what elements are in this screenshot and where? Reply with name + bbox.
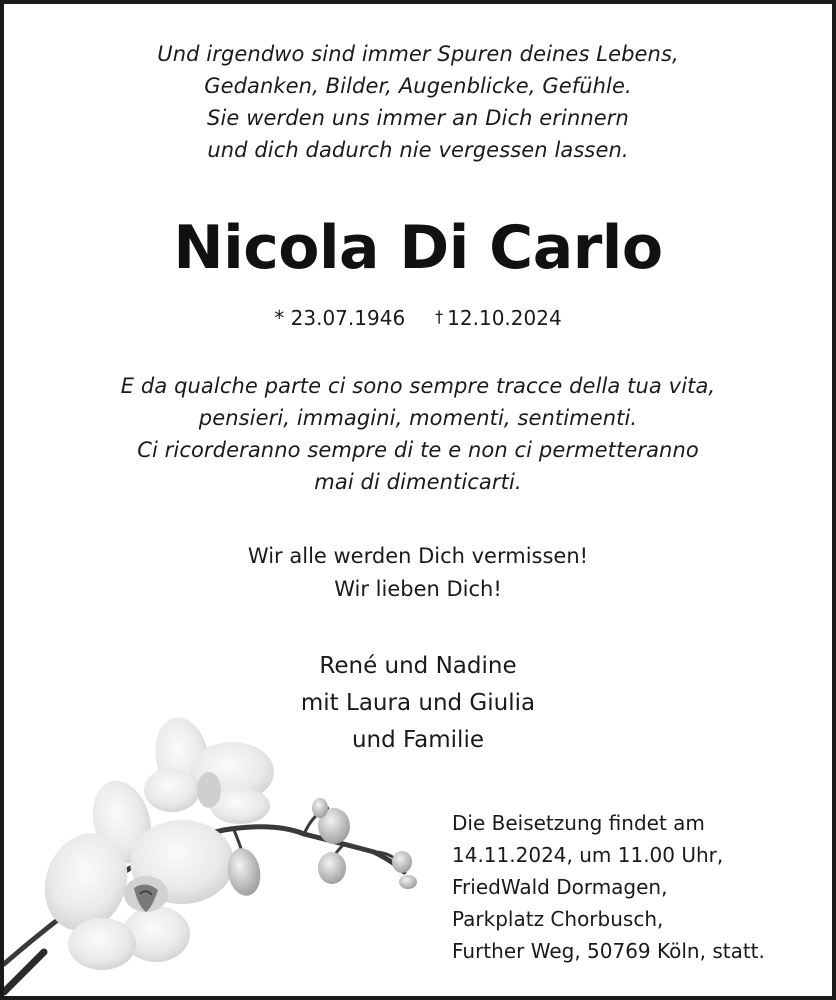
german-verse-line: Sie werden uns immer an Dich erinnern [207,106,629,130]
italian-verse-line: mai di dimenticarti. [314,470,522,494]
orchid-illustration [4,712,444,996]
burial-line: 14.11.2024, um 11.00 Uhr, [452,843,724,867]
family-line: mit Laura und Giulia [300,690,536,716]
german-verse-line: und dich dadurch nie vergessen lassen. [207,138,629,162]
german-verse-line: Und irgendwo sind immer Spuren deines Lebens, [157,42,679,66]
death-date: 12.10.2024 [447,306,562,330]
birth-date: * 23.07.1946 [274,306,406,330]
burial-line: Further Weg, 50769 Köln, statt. [452,939,765,963]
italian-verse-line: E da qualche parte ci sono sempre tracce della tua vita, [120,374,716,398]
burial-line: FriedWald Dormagen, [452,875,668,899]
burial-line: Die Beisetzung findet am [452,811,705,835]
burial-line: Parkplatz Chorbusch, [452,907,664,931]
deceased-name: Nicola Di Carlo [173,213,663,283]
message-line: Wir lieben Dich! [334,577,502,601]
family-line: René und Nadine [319,653,517,679]
cross-icon: † [435,307,444,326]
burial-notice [452,807,765,967]
farewell-message [0,540,836,606]
life-dates [0,302,836,333]
message-line: Wir alle werden Dich vermissen! [247,544,589,568]
italian-verse [0,370,836,498]
family-line: und Familie [351,727,484,753]
german-verse-line: Gedanken, Bilder, Augenblicke, Gefühle. [204,74,632,98]
german-verse [0,38,836,166]
italian-verse-line: pensieri, immagini, momenti, sentimenti. [198,406,638,430]
italian-verse-line: Ci ricorderanno sempre di te e non ci permetteranno [137,438,699,462]
